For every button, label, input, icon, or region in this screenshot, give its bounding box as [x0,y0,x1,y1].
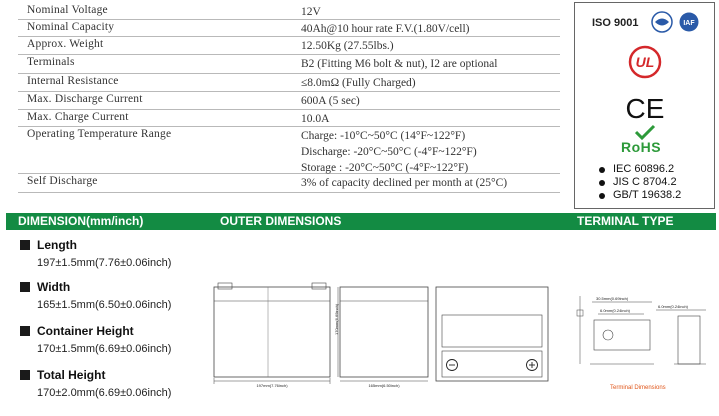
side-view-drawing [336,283,432,391]
spec-value [301,21,470,37]
outer-dimensions-heading: OUTER DIMENSIONS [220,214,342,228]
standard-item [599,189,681,202]
dimension-name: Width [37,280,71,294]
square-bullet-icon [20,282,30,292]
certification-box [574,2,715,209]
spec-value-line: ≤8.0mΩ (Fully Charged) [301,77,416,89]
dimension-name: Length [37,238,77,252]
spec-row [18,174,560,193]
spec-row [18,55,560,74]
terminal-type-heading: TERMINAL TYPE [577,214,674,228]
spec-value-line: 3% of capacity declined per month at (25°C) [301,177,508,189]
spec-value-line: 10.0A [301,113,330,125]
spec-value-line: 12.50Kg (27.55lbs.) [301,40,394,52]
standard-label: IEC 60896.2 [613,163,675,175]
spec-label: Terminals [27,56,75,68]
side-width-label: 165mm(6.50inch) [368,383,400,388]
spec-value-line: 600A (5 sec) [301,95,360,107]
standard-item [599,176,681,189]
standard-label: GB/T 19638.2 [613,189,682,201]
spec-label: Internal Resistance [27,75,119,87]
spec-value-line: 12V [301,6,321,18]
spec-value-line: Storage : -20°C~50°C (-4°F~122°F) [301,162,469,174]
square-bullet-icon [20,370,30,380]
square-bullet-icon [20,240,30,250]
spec-label: Max. Discharge Current [27,93,143,105]
front-view-drawing [212,283,332,391]
dimension-name: Total Height [37,368,106,382]
dimension-value: 170±1.5mm(6.69±0.06inch) [37,343,172,355]
ul-logo [628,45,662,79]
front-height-label: 170mm(6.69inch) [334,303,339,335]
dimension-name: Container Height [37,324,134,338]
check-icon [634,124,656,140]
spec-table [18,3,560,193]
terminal-dim-1: 30.5mm(0.69inch) [596,296,629,301]
bullet-icon [599,193,605,199]
spec-label: Approx. Weight [27,38,104,50]
standard-item [599,163,681,176]
dimension-heading: DIMENSION(mm/inch) [18,214,144,228]
spec-label: Operating Temperature Range [27,128,172,140]
spec-value [301,75,416,91]
front-width-label: 197mm(7.76inch) [256,383,288,388]
spec-label: Max. Charge Current [27,111,129,123]
terminal-dim-3: 6.0mm(0.24inch) [658,304,689,309]
terminal-dim-2: 6.0mm(0.24inch) [600,308,631,313]
square-bullet-icon [20,326,30,336]
standards-list [599,163,681,202]
section-header-bar [6,213,716,230]
terminal-caption: Terminal Dimensions [610,385,666,391]
spec-value-line: Discharge: -20°C~50°C (-4°F~122°F) [301,146,477,158]
spec-value [301,93,360,109]
spec-value [301,175,507,191]
svg-text:IAF: IAF [683,20,695,27]
svg-text:CE: CE [625,93,665,124]
bullet-icon [599,180,605,186]
ukas-icon [651,11,673,33]
spec-value [301,128,477,176]
iso-9001-mark: ISO 9001 [592,17,639,29]
spec-label: Nominal Capacity [27,21,115,33]
spec-value [301,111,329,127]
standard-label: JIS C 8704.2 [613,176,677,188]
iaf-icon [679,12,699,32]
terminal-drawing [574,292,714,380]
spec-value-line: Charge: -10°C~50°C (14°F~122°F) [301,130,466,142]
spec-value [301,56,497,72]
ce-logo [627,92,663,122]
dimension-value: 165±1.5mm(6.50±0.06inch) [37,299,172,311]
spec-row [18,110,560,127]
spec-row [18,127,560,174]
spec-label: Self Discharge [27,175,98,187]
top-view-drawing [434,285,550,385]
spec-row [18,37,560,55]
spec-value [301,38,394,54]
spec-row [18,3,560,20]
spec-row [18,74,560,92]
spec-value-line: B2 (Fitting M6 bolt & nut), I2 are optional [301,58,498,70]
svg-text:UL: UL [635,54,655,70]
spec-row [18,92,560,110]
bullet-icon [599,167,605,173]
spec-value-line: 40Ah@10 hour rate F.V.(1.80V/cell) [301,23,470,35]
spec-value [301,4,321,20]
spec-label: Nominal Voltage [27,4,108,16]
dimension-value: 197±1.5mm(7.76±0.06inch) [37,257,172,269]
dimension-value: 170±2.0mm(6.69±0.06inch) [37,387,172,399]
spec-row [18,20,560,37]
rohs-mark: RoHS [621,139,662,155]
